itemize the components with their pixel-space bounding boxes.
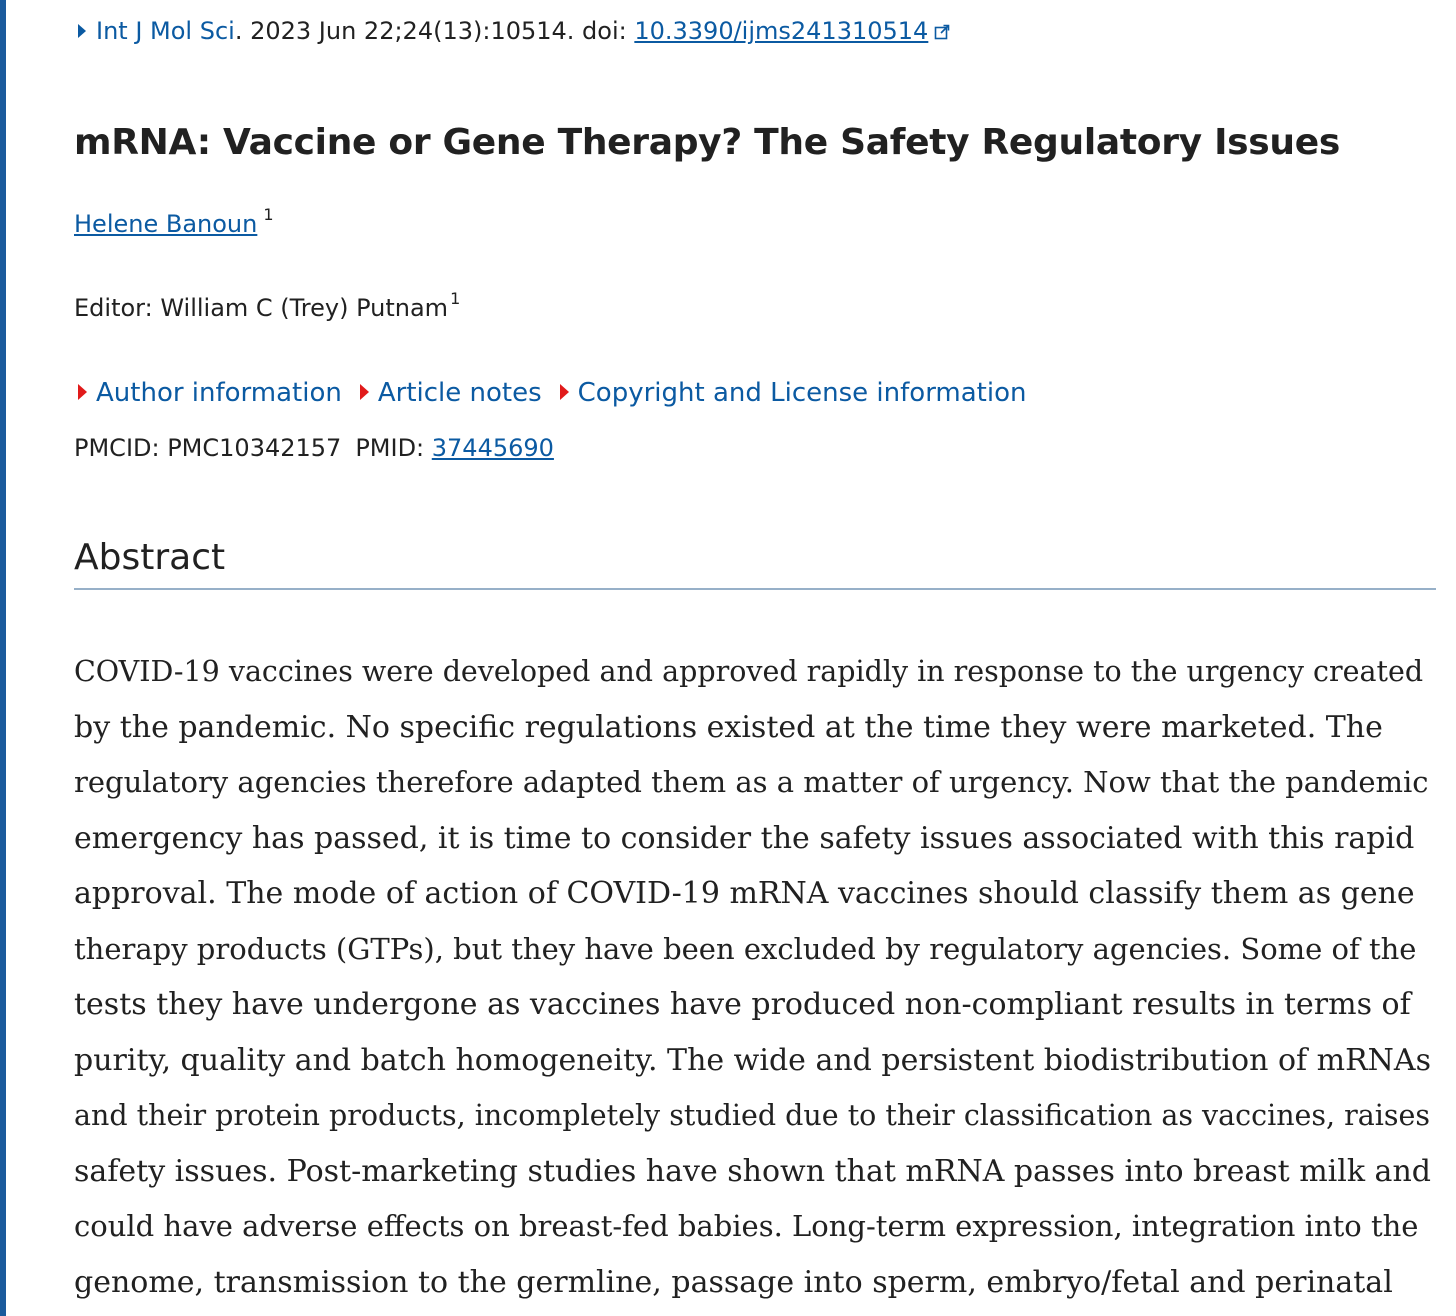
caret-right-icon (78, 384, 87, 400)
abstract-divider (74, 588, 1436, 590)
pmid-label: PMID: (355, 434, 432, 462)
abstract-line: emergency has passed, it is time to consider the safety issues associated with this rapid (74, 820, 1415, 856)
page-left-accent-bar (0, 0, 6, 1316)
abstract-line: safety issues. Post-marketing studies have shown that mRNA passes into breast milk and (74, 1153, 1431, 1189)
author-link[interactable]: Helene Banoun (74, 210, 258, 238)
abstract-heading: Abstract (74, 537, 226, 578)
doi-link[interactable]: 10.3390/ijms241310514 (634, 17, 929, 45)
article-info-toggles (74, 374, 1041, 412)
citation-line (74, 14, 950, 48)
toggle-label: Copyright and License information (577, 378, 1027, 408)
external-link-icon[interactable] (934, 24, 950, 40)
abstract-line: and their protein products, incompletely studied due to their classification as vaccines, raises (74, 1099, 1431, 1132)
caret-right-icon (360, 384, 369, 400)
editor-affiliation-sup: 1 (450, 289, 461, 308)
pmcid: PMCID: PMC10342157 (74, 434, 342, 462)
abstract-line: genome, transmission to the germline, passage into sperm, embryo/fetal and perinatal (74, 1264, 1393, 1300)
toggle-article-notes[interactable] (356, 374, 542, 412)
abstract-line: COVID-19 vaccines were developed and approved rapidly in response to the urgency created (74, 655, 1424, 688)
caret-right-icon (560, 384, 569, 400)
abstract-line: therapy products (GTPs), but they have been excluded by regulatory agencies. Some of the (74, 931, 1417, 966)
abstract-line: tests they have undergone as vaccines have produced non-compliant results in terms of (74, 987, 1411, 1022)
citation-details: . 2023 Jun 22;24(13):10514. doi: (234, 17, 635, 45)
abstract-text (74, 644, 1436, 1310)
pmid-link[interactable]: 37445690 (431, 434, 554, 462)
toggle-label: Article notes (377, 378, 542, 408)
journal-link[interactable]: Int J Mol Sci (96, 17, 235, 45)
abstract-line: approval. The mode of action of COVID-19 mRNA vaccines should classify them as gene (74, 876, 1415, 911)
toggle-copyright-license[interactable] (556, 374, 1027, 412)
editor-line (74, 290, 460, 326)
abstract-line: could have adverse effects on breast-fed babies. Long-term expression, integration into the (74, 1209, 1419, 1243)
abstract-line: regulatory agencies therefore adapted them as a matter of urgency. Now that the pandemic (74, 765, 1429, 799)
author-affiliation-sup: 1 (263, 205, 274, 224)
article-identifiers (74, 430, 554, 466)
editor-label: Editor: William C (Trey) Putnam (74, 294, 449, 322)
toggle-author-information[interactable] (74, 374, 342, 412)
author-list (74, 206, 274, 242)
abstract-line: by the pandemic. No specific regulations existed at the time they were marketed. The (74, 709, 1383, 745)
abstract-line: purity, quality and batch homogeneity. The wide and persistent biodistribution of mRNAs (74, 1042, 1431, 1078)
expand-triangle-icon[interactable] (78, 24, 86, 38)
article-title: mRNA: Vaccine or Gene Therapy? The Safety Regulatory Issues (74, 122, 1340, 163)
toggle-label: Author information (96, 378, 342, 408)
